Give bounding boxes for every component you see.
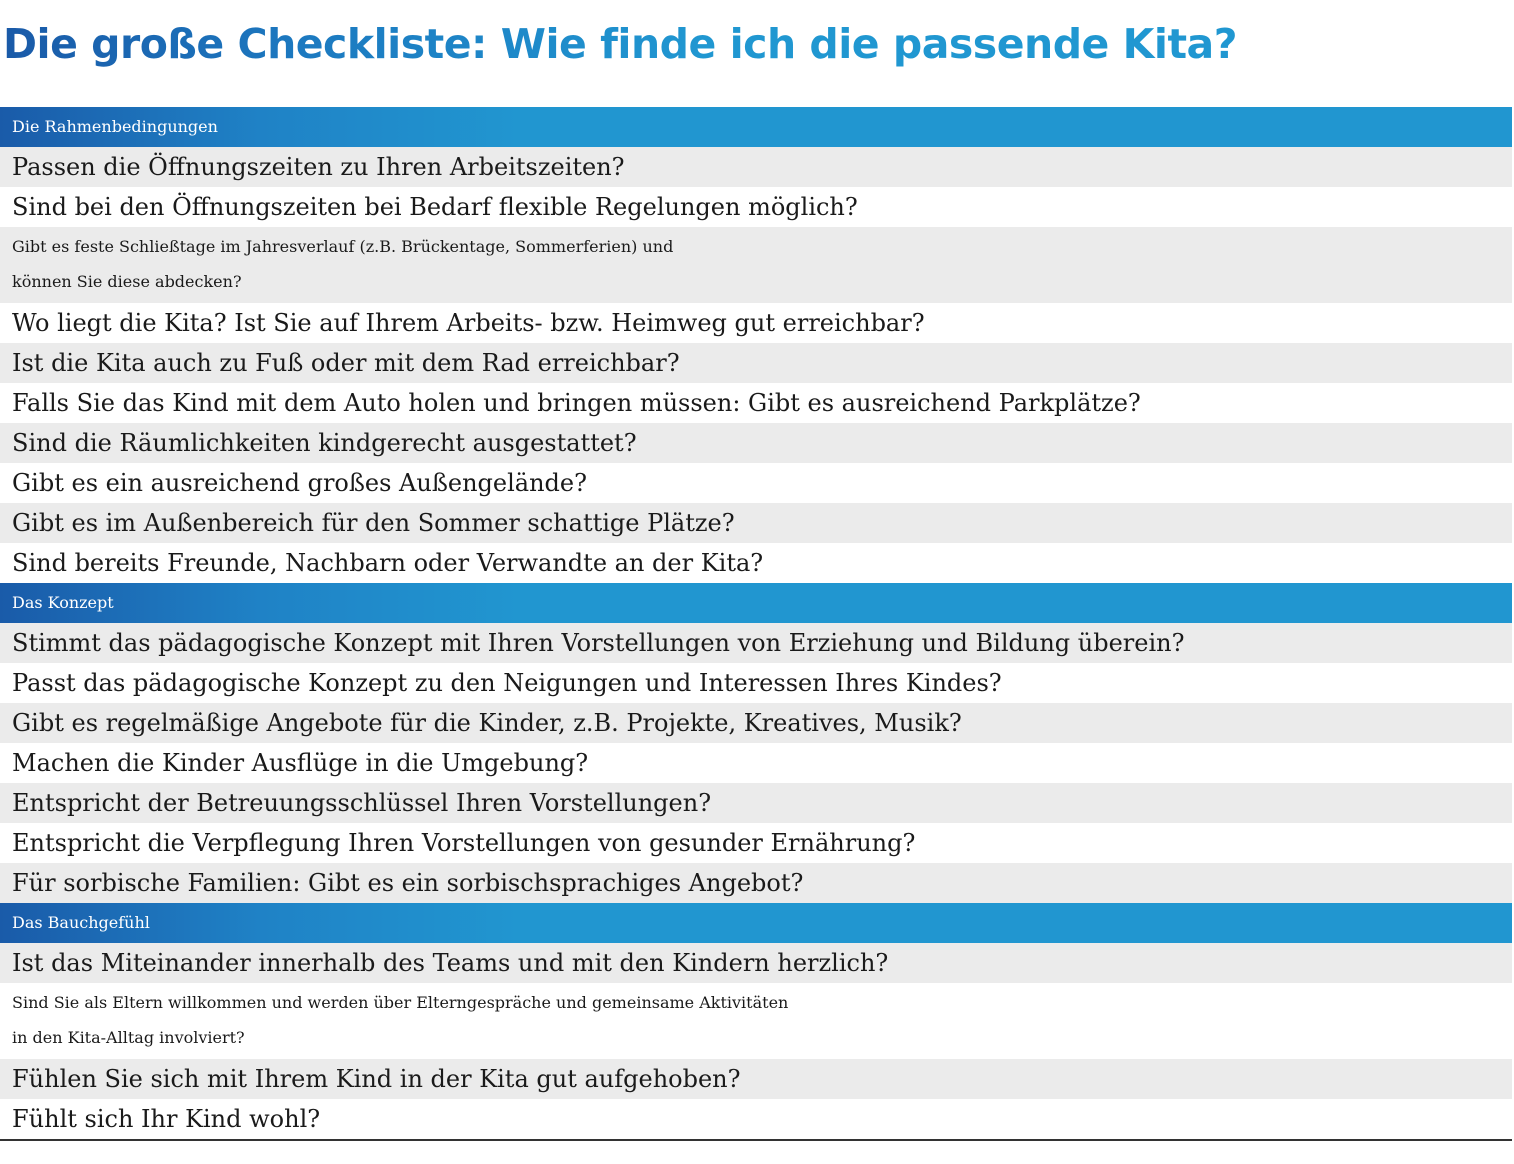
checklist-item <box>0 187 1512 227</box>
checklist-item-text: Stimmt das pädagogische Konzept mit Ihren Vorstellungen von Erziehung und Bildung überein? <box>12 629 1185 657</box>
checklist-item-text: Ist die Kita auch zu Fuß oder mit dem Rad erreichbar? <box>12 349 680 377</box>
checklist-item <box>0 503 1512 543</box>
checklist-item <box>0 543 1512 583</box>
bottom-rule <box>0 1139 1512 1141</box>
checklist-section <box>0 107 1512 583</box>
checklist-item <box>0 823 1512 863</box>
checklist-item <box>0 1059 1512 1099</box>
checklist-item-text: Sind Sie als Eltern willkommen und werden über Elterngespräche und gemeinsame Aktivitäten <box>12 993 789 1012</box>
checklist-item <box>0 743 1512 783</box>
checklist-item <box>0 663 1512 703</box>
checklist-item-text: können Sie diese abdecken? <box>12 272 242 291</box>
checklist-item-text: Für sorbische Familien: Gibt es ein sorbischsprachiges Angebot? <box>12 869 804 897</box>
checklist-item-text: Gibt es ein ausreichend großes Außengelände? <box>12 469 587 497</box>
checklist-item <box>0 227 1512 303</box>
checklist-item <box>0 703 1512 743</box>
checklist-item-text: Fühlen Sie sich mit Ihrem Kind in der Kita gut aufgehoben? <box>12 1065 741 1093</box>
checklist-item-text: Passen die Öffnungszeiten zu Ihren Arbeitszeiten? <box>12 153 625 181</box>
checklist-item-text: Ist das Miteinander innerhalb des Teams und mit den Kindern herzlich? <box>12 949 889 977</box>
checklist-table <box>0 107 1512 1139</box>
section-heading: Das Konzept <box>0 583 1512 623</box>
checklist-item-text: in den Kita-Alltag involviert? <box>12 1028 245 1047</box>
checklist-item <box>0 1099 1512 1139</box>
checklist-item-text: Passt das pädagogische Konzept zu den Neigungen und Interessen Ihres Kindes? <box>12 669 1002 697</box>
checklist-item-text: Gibt es feste Schließtage im Jahresverlauf (z.B. Brückentage, Sommerferien) und <box>12 237 674 256</box>
checklist-item <box>0 423 1512 463</box>
checklist-item <box>0 343 1512 383</box>
section-heading: Das Bauchgefühl <box>0 903 1512 943</box>
checklist-item <box>0 147 1512 187</box>
checklist-item <box>0 983 1512 1059</box>
checklist-item <box>0 623 1512 663</box>
checklist-item-text: Gibt es regelmäßige Angebote für die Kinder, z.B. Projekte, Kreatives, Musik? <box>12 709 962 737</box>
checklist-section <box>0 903 1512 1139</box>
checklist-section <box>0 583 1512 903</box>
checklist-item <box>0 943 1512 983</box>
checklist-item-text: Entspricht der Betreuungsschlüssel Ihren Vorstellungen? <box>12 789 712 817</box>
checklist-item-text: Machen die Kinder Ausflüge in die Umgebung? <box>12 749 589 777</box>
checklist-item-text: Sind die Räumlichkeiten kindgerecht ausgestattet? <box>12 429 637 457</box>
checklist-item-text: Fühlt sich Ihr Kind wohl? <box>12 1105 321 1133</box>
checklist-item-text: Entspricht die Verpflegung Ihren Vorstellungen von gesunder Ernährung? <box>12 829 916 857</box>
checklist-item <box>0 303 1512 343</box>
section-heading: Die Rahmenbedingungen <box>0 107 1512 147</box>
checklist-item-text: Falls Sie das Kind mit dem Auto holen und bringen müssen: Gibt es ausreichend Parkplätze? <box>12 389 1141 417</box>
checklist-item <box>0 383 1512 423</box>
checklist-item-text: Gibt es im Außenbereich für den Sommer schattige Plätze? <box>12 509 735 537</box>
checklist-item <box>0 463 1512 503</box>
checklist-item <box>0 863 1512 903</box>
checklist-item-text: Wo liegt die Kita? Ist Sie auf Ihrem Arbeits- bzw. Heimweg gut erreichbar? <box>12 309 925 337</box>
checklist-item-text: Sind bereits Freunde, Nachbarn oder Verwandte an der Kita? <box>12 549 764 577</box>
checklist-item-text: Sind bei den Öffnungszeiten bei Bedarf flexible Regelungen möglich? <box>12 193 858 221</box>
checklist-item <box>0 783 1512 823</box>
page-title: Die große Checkliste: Wie finde ich die passende Kita? <box>3 12 1237 76</box>
